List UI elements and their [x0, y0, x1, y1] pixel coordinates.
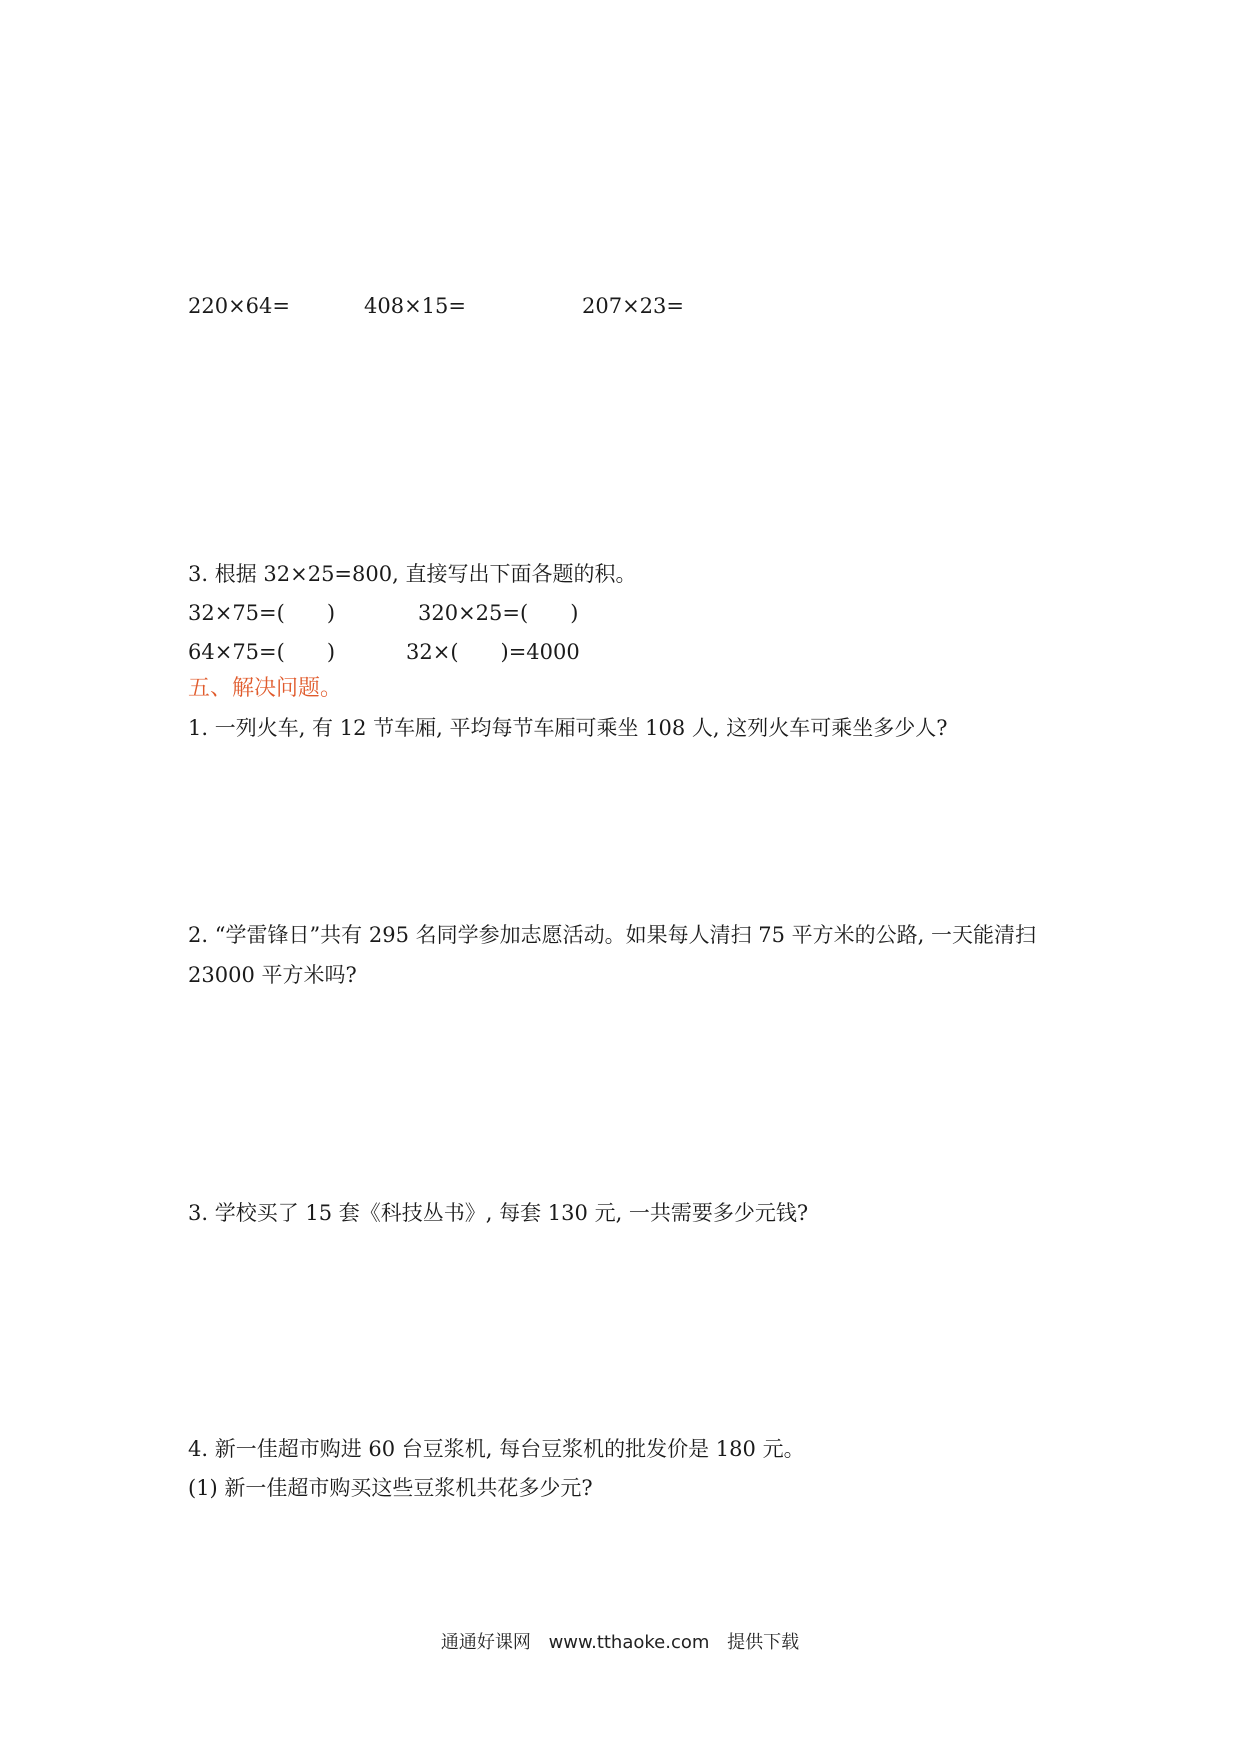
problem-3: 3. 学校买了 15 套《科技丛书》, 每套 130 元, 一共需要多少元钱?: [188, 1201, 809, 1225]
calc-item-2: 408×15=: [364, 294, 466, 318]
problem-2-line-2: 23000 平方米吗?: [188, 963, 357, 987]
problem-2-line-1: 2. “学雷锋日”共有 295 名同学参加志愿活动。如果每人清扫 75 平方米的公路, 一天能清扫: [188, 923, 1037, 947]
q3-item-1: 32×75=( ): [188, 601, 336, 625]
problem-4: 4. 新一佳超市购进 60 台豆浆机, 每台豆浆机的批发价是 180 元。: [188, 1437, 805, 1461]
footer-site-name: 通通好课网: [440, 1632, 531, 1653]
q3-prompt: 3. 根据 32×25=800, 直接写出下面各题的积。: [188, 562, 637, 586]
calc-item-3: 207×23=: [582, 294, 684, 318]
page-footer: [0, 1631, 1240, 1655]
footer-url: www.tthaoke.com: [548, 1632, 710, 1653]
section-heading: 五、解决问题。: [188, 676, 343, 701]
q3-item-3: 64×75=( ): [188, 640, 336, 664]
problem-4-sub-1: (1) 新一佳超市购买这些豆浆机共花多少元?: [188, 1476, 593, 1500]
q3-item-2: 320×25=( ): [418, 601, 579, 625]
q3-item-4: 32×( )=4000: [406, 640, 580, 664]
calc-item-1: 220×64=: [188, 294, 290, 318]
problem-1: 1. 一列火车, 有 12 节车厢, 平均每节车厢可乘坐 108 人, 这列火车可乘坐多少人?: [188, 716, 948, 740]
footer-suffix: 提供下载: [727, 1632, 800, 1653]
